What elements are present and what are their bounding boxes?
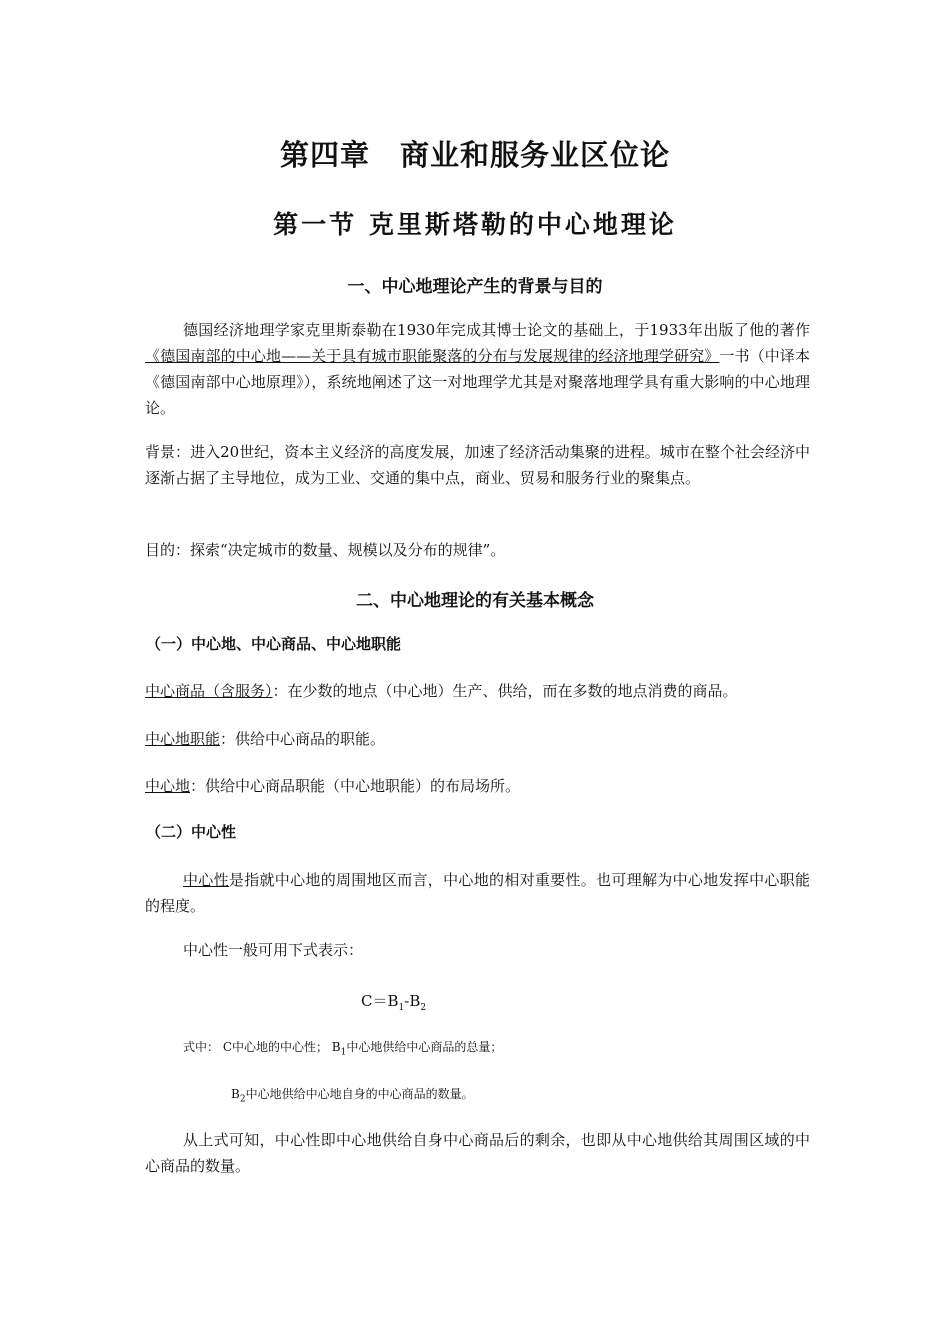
legend-subscript: 1	[340, 1047, 347, 1058]
definition-central-goods	[145, 678, 810, 704]
formula-legend-line2	[231, 1085, 474, 1104]
book-title: 《德国南部的中心地——关于具有城市职能聚落的分布与发展规律的经济地理学研究》	[145, 347, 720, 365]
centrality-term: 中心性	[183, 871, 229, 889]
chapter-title: 第四章 商业和服务业区位论	[279, 138, 670, 172]
definition-text: ：在少数的地点（中心地）生产、供给，而在多数的地点消费的商品。	[272, 682, 738, 700]
purpose-paragraph: 目的：探索“决定城市的数量、规模以及分布的规律”。	[145, 541, 506, 559]
intro-text-pre: 德国经济地理学家克里斯泰勒在1930年完成其博士论文的基础上，于1933年出版了他的著作	[183, 321, 810, 339]
conclusion-paragraph: 从上式可知，中心性即中心地供给自身中心商品后的剩余，也即从中心地供给其周围区域的中心商品的数量。	[145, 1131, 810, 1175]
formula-subscript: 1	[398, 1003, 405, 1013]
definition-central-function	[145, 726, 810, 752]
subsection-1-heading: （一）中心地、中心商品、中心地职能	[146, 635, 402, 653]
definition-text: ：供给中心商品的职能。	[220, 730, 386, 748]
formula-subscript: 2	[420, 1003, 427, 1013]
formula-part: -B	[404, 992, 421, 1010]
background-paragraph: 背景：进入20世纪，资本主义经济的高度发展，加速了经济活动集聚的进程。城市在整个社会经济中逐渐占据了主导地位，成为工业、交通的集中点，商业、贸易和服务行业的聚集点。	[145, 443, 810, 487]
definition-term: 中心商品（含服务）	[145, 682, 273, 700]
definition-term: 中心地	[145, 777, 191, 795]
formula-legend-line1	[183, 1038, 502, 1057]
section-title: 第一节 克里斯塔勒的中心地理论	[273, 210, 677, 239]
intro-text-post: 一书（中译本《德国南部中心地原理》），系统地阐述了这一对地理学尤其是对聚落地理学具有重大影响的中心地理论。	[145, 347, 810, 417]
legend-text: 中心地供给中心商品的总量；	[346, 1040, 503, 1054]
formula-part: C＝B	[361, 992, 399, 1010]
subsection-2-heading: （二）中心性	[146, 823, 237, 841]
centrality-formula	[361, 990, 426, 1013]
definition-text: ：供给中心商品职能（中心地职能）的布局场所。	[190, 777, 521, 795]
legend-text: 式中： C中心地的中心性； B	[183, 1040, 341, 1054]
legend-text: B	[231, 1087, 240, 1101]
definition-central-place	[145, 773, 810, 799]
definition-term: 中心地职能	[145, 730, 221, 748]
intro-paragraph	[145, 317, 810, 421]
part1-heading: 一、中心地理论产生的背景与目的	[347, 277, 603, 297]
formula-intro: 中心性一般可用下式表示：	[183, 941, 364, 959]
legend-text: 中心地供给中心地自身的中心商品的数量。	[245, 1087, 474, 1101]
legend-subscript: 2	[239, 1094, 246, 1105]
part2-heading: 二、中心地理论的有关基本概念	[356, 591, 594, 611]
centrality-paragraph	[145, 867, 810, 919]
centrality-text: 是指就中心地的周围地区而言，中心地的相对重要性。也可理解为中心地发挥中心职能的程度。	[145, 871, 810, 915]
